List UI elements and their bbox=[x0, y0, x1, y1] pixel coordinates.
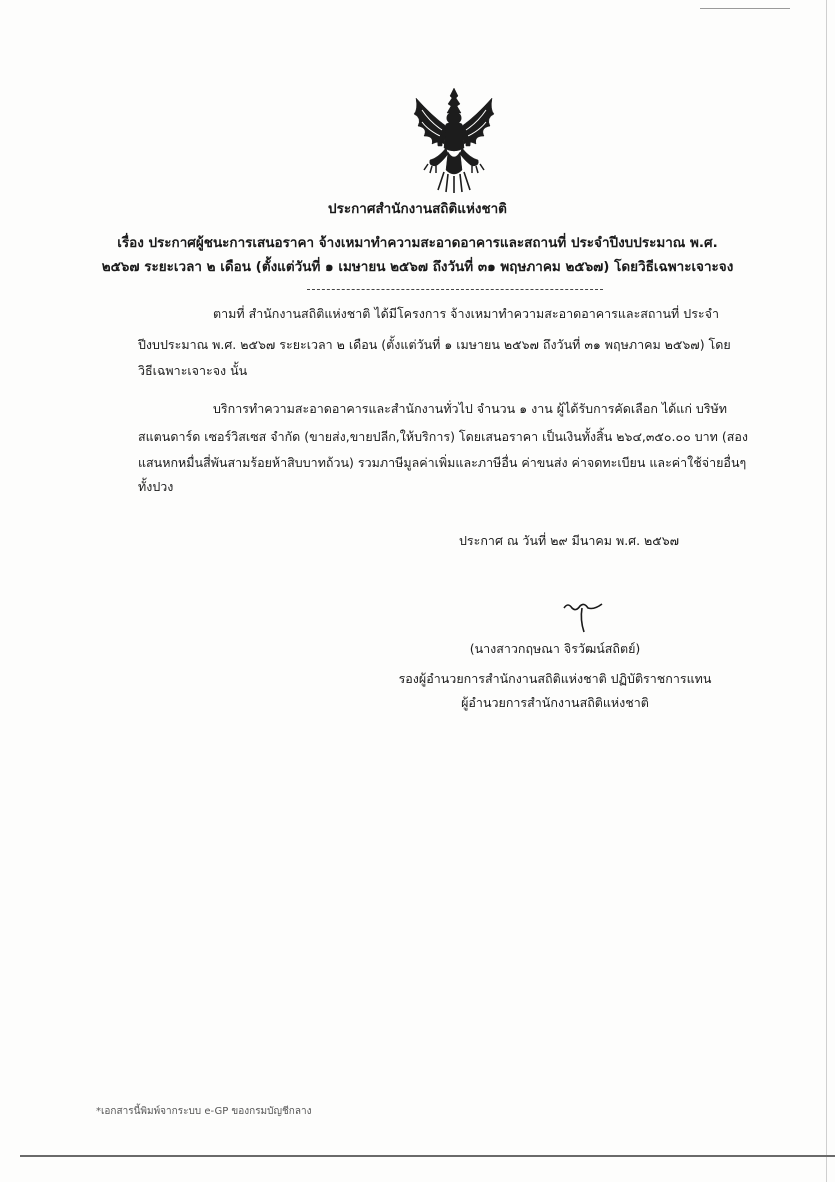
scan-edge-top bbox=[700, 8, 790, 9]
scan-edge-bottom bbox=[20, 1155, 835, 1157]
subject-line-2: ๒๕๖๗ ระยะเวลา ๒ เดือน (ตั้งแต่วันที่ ๑ เมษายน ๒๕๖๗ ถึงวันที่ ๓๑ พฤษภาคม ๒๕๖๗) โดยวิธีเฉพาะเจาะจง bbox=[101, 259, 734, 275]
paragraph2-line3: แสนหกหมื่นสี่พันสามร้อยห้าสิบบาทถ้วน) รวมภาษีมูลค่าเพิ่มและภาษีอื่น ค่าขนส่ง ค่าจดทะเบียน และค่าใช้จ่ายอื่นๆ bbox=[138, 455, 747, 470]
handwritten-signature-icon bbox=[560, 598, 606, 636]
scan-edge-right bbox=[826, 0, 827, 1182]
paragraph1-line1: ตามที่ สำนักงานสถิติแห่งชาติ ได้มีโครงการ จ้างเหมาทำความสะอาดอาคารและสถานที่ ประจำ bbox=[213, 306, 719, 321]
announce-date: ประกาศ ณ วันที่ ๒๙ มีนาคม พ.ศ. ๒๕๖๗ bbox=[459, 533, 680, 548]
signatory-position-2: ผู้อำนวยการสำนักงานสถิติแห่งชาติ bbox=[461, 695, 649, 710]
announcement-title: ประกาศสำนักงานสถิติแห่งชาติ bbox=[328, 201, 507, 217]
paragraph2-line1: บริการทำความสะอาดอาคารและสำนักงานทั่วไป จำนวน ๑ งาน ผู้ได้รับการคัดเลือก ได้แก่ บริษัท bbox=[213, 401, 728, 416]
signatory-position-1: รองผู้อำนวยการสำนักงานสถิติแห่งชาติ ปฏิบัติราชการแทน bbox=[398, 671, 712, 686]
dashed-separator bbox=[307, 289, 603, 290]
paragraph2-line4: ทั้งปวง bbox=[138, 479, 174, 494]
subject-line-1: เรื่อง ประกาศผู้ชนะการเสนอราคา จ้างเหมาทำความสะอาดอาคารและสถานที่ ประจำปีงบประมาณ พ.ศ. bbox=[117, 235, 718, 251]
paragraph1-line3: วิธีเฉพาะเจาะจง นั้น bbox=[138, 363, 248, 378]
paragraph2-line2: สแตนดาร์ด เซอร์วิสเซส จำกัด (ขายส่ง,ขายปลีก,ให้บริการ) โดยเสนอราคา เป็นเงินทั้งสิ้น ๒๖๔,๓๕๐.๐๐ บาท (สอง bbox=[138, 429, 749, 444]
signatory-name: (นางสาวกฤษณา จิรวัฒน์สถิตย์) bbox=[469, 641, 641, 656]
garuda-emblem-icon bbox=[408, 86, 500, 194]
egp-footer-note: *เอกสารนี้พิมพ์จากระบบ e-GP ของกรมบัญชีกลาง bbox=[96, 1106, 312, 1117]
paragraph1-line2: ปีงบประมาณ พ.ศ. ๒๕๖๗ ระยะเวลา ๒ เดือน (ตั้งแต่วันที่ ๑ เมษายน ๒๕๖๗ ถึงวันที่ ๓๑ พฤษภาคม ๒๕๖๗) โดย bbox=[138, 337, 731, 352]
